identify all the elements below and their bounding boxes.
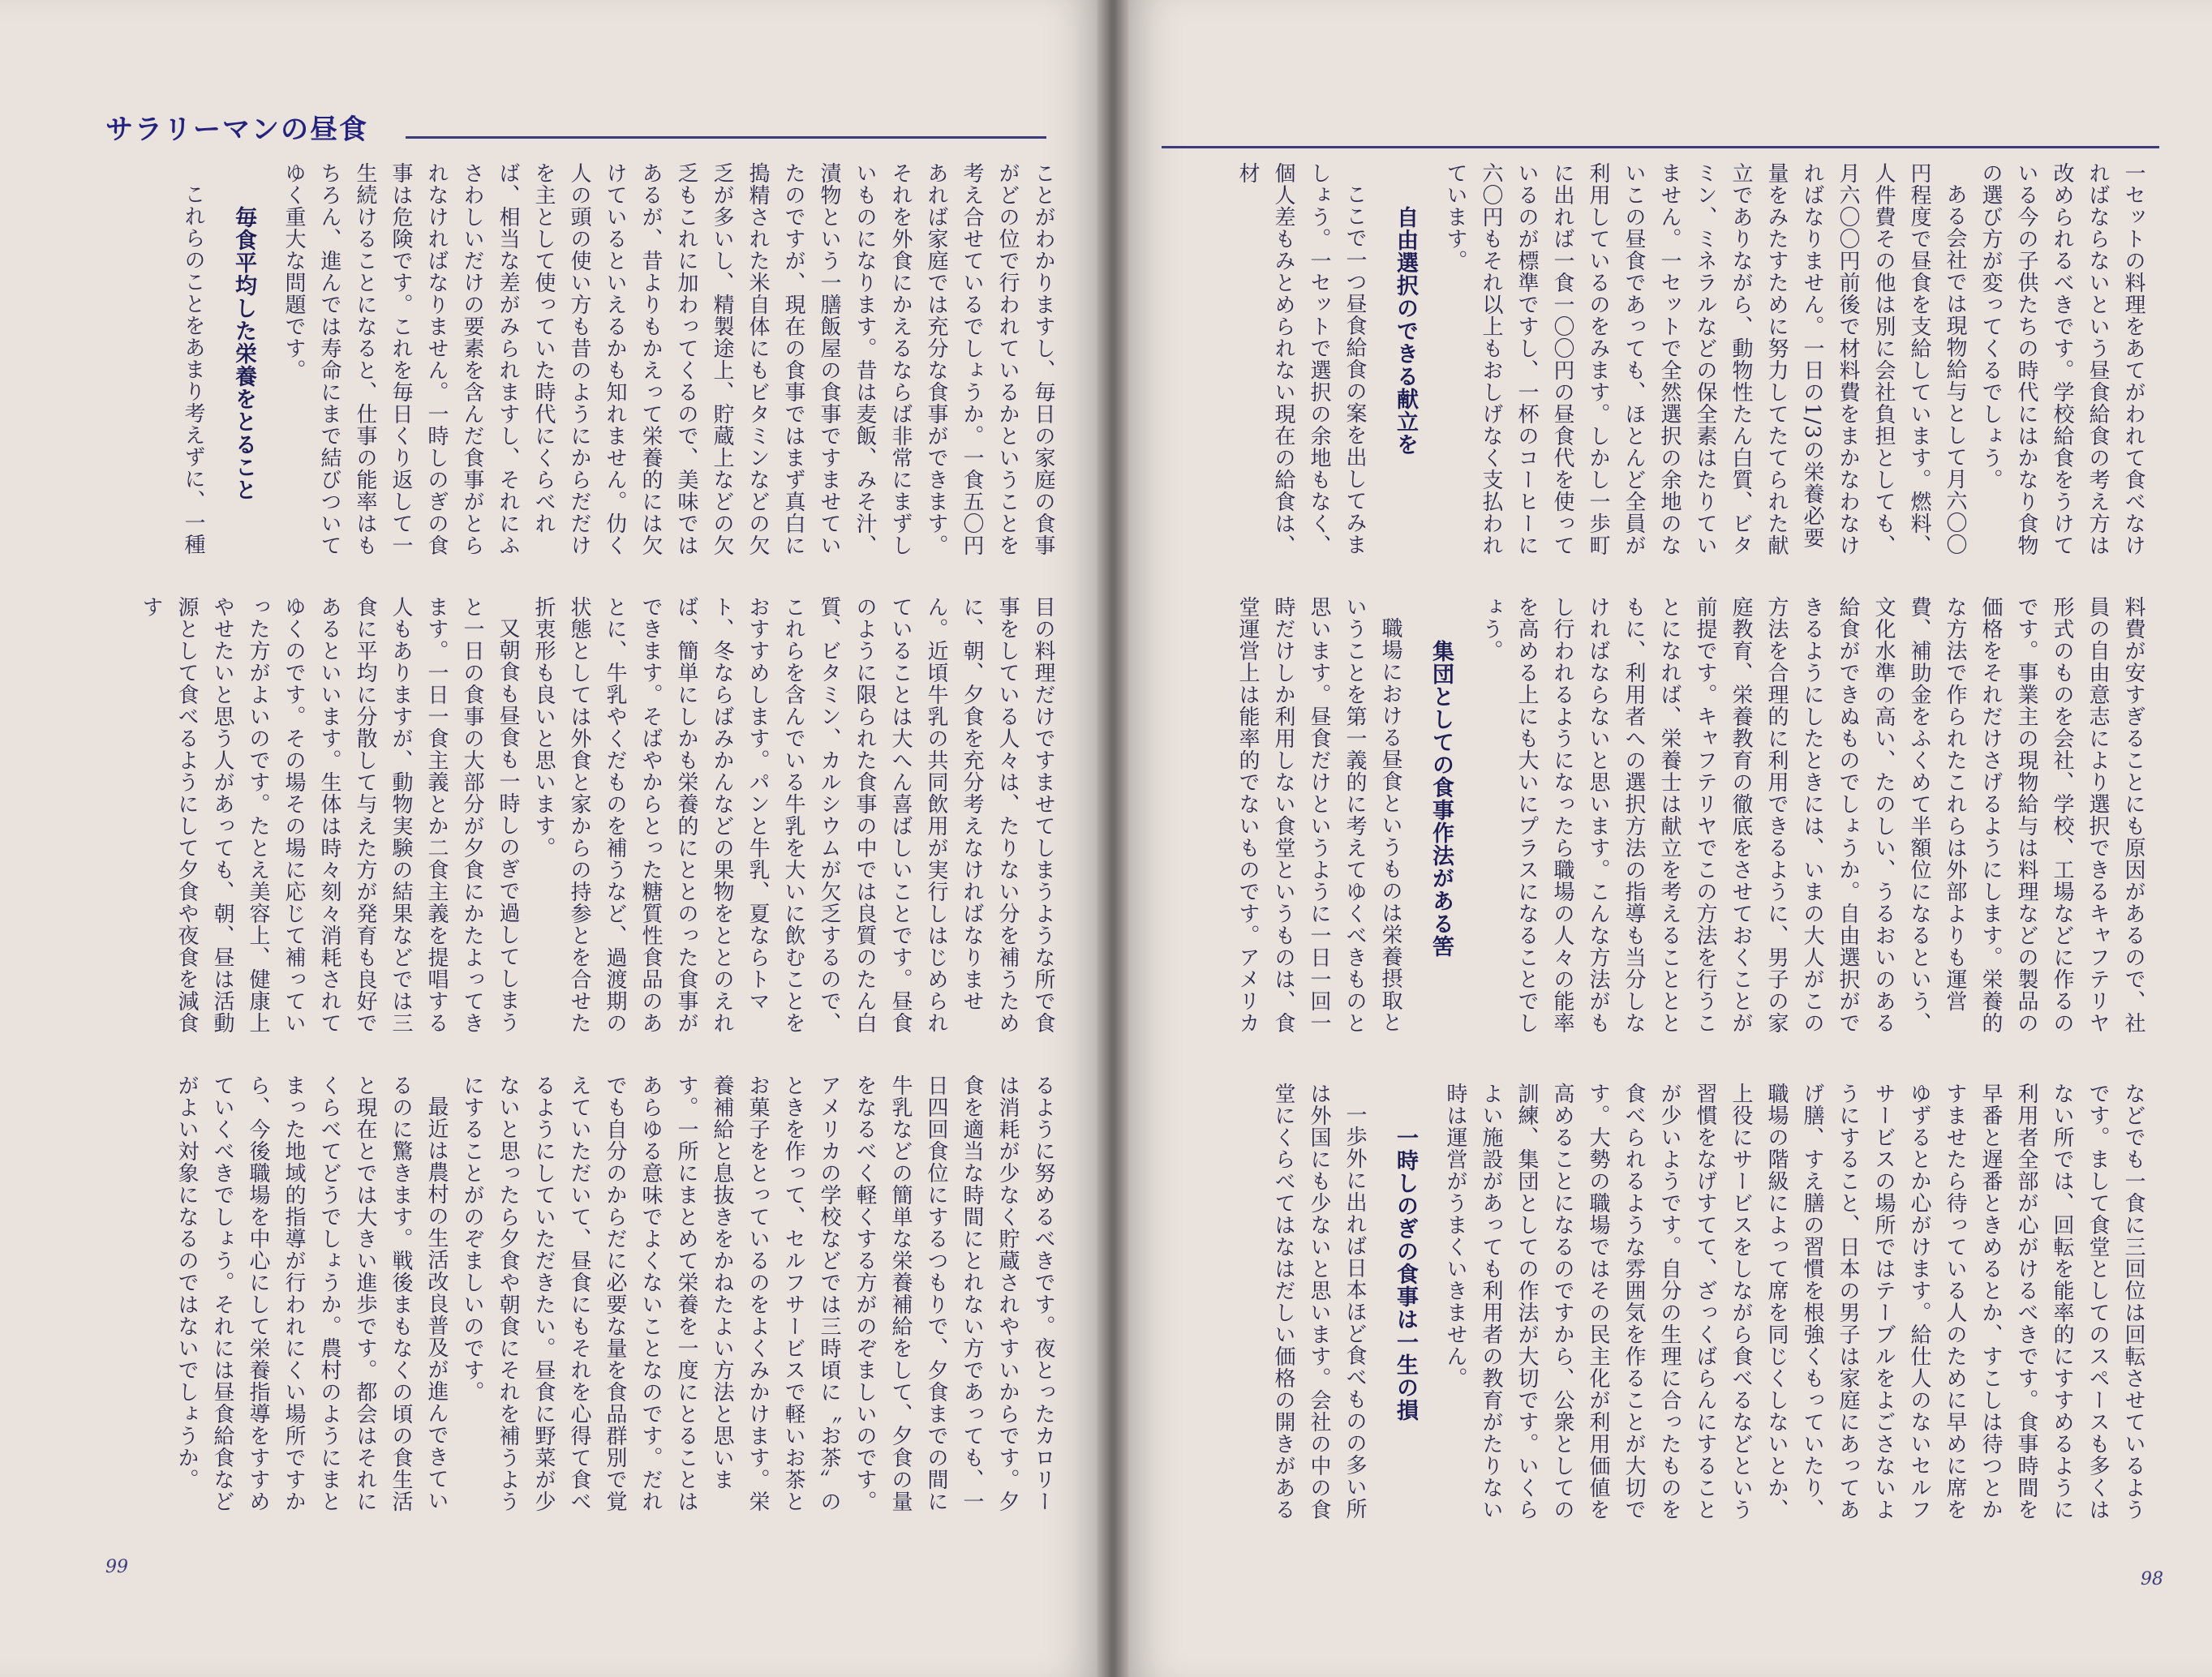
paragraph: ことがわかりますし、毎日の家庭の食事がどの位で行われているかということを考え合せているでしょうか。一食五〇円あれば家庭では充分な食事ができます。それを外食にかえるならば非常にまずしいものになります。昔は麦飯、みそ汁、漬物という一膳飯屋の食事ですませていたのですが、現在の食事ではまず真白に搗精された米自体にもビタミンなどの欠乏が多いし、精製途上、貯蔵上などの欠乏もこれに加わってくるので、美味ではあるが、昔よりもかえって栄養的には欠けているといえるかも知れません。仂く人の頭の使い方も昔のようにからだだけを主として使っていた時代にくらべれば、相当な差がみられますし、それにふさわしいだけの要素を含んだ食事がとられなければなりません。一時しのぎの食事は危険です。これを毎日くり返して一生続けることになると、仕事の能率はもちろん、進んでは寿命にまで結びついてゆく重大な問題です。 — [281, 162, 1055, 556]
paragraph: これらのことをあまり考えずに、一種 — [181, 183, 205, 555]
right-page — [1113, 0, 2212, 1677]
paragraph: 目の料理だけですませてしまうような所で食事をしている人々は、たりない分を補うために、朝、夕食を充分考えなければなりません。近頃牛乳の共同飲用が実行しはじめられていることは大へん喜ばしいことです。昼食のように限られた食事の中では良質のたん白質、ビタミン、カルシウムが欠乏するので、これらを含んでいる牛乳を大いに飲むことをおすすめします。パンと牛乳、夏ならトマト、冬ならばみかんなどの果物をととのえれば、簡単にしかも栄養的にととのった食事ができます。そばやからとった糖質性食品のあとに、牛乳やくだものを補うなど、過渡期の状態としては外食と家からの持参とを合せた折衷形も良いと思います。 — [531, 596, 1055, 1034]
book-gutter — [1097, 0, 1129, 1677]
section-heading: 毎食平均した栄養をとること — [231, 206, 256, 501]
right-top-tier — [1231, 162, 2151, 560]
paragraph: ここで一つ昼食給食の案を出してみましょう。一セットで選択の余地もなく、個人差もみとめられない現在の給食は、材 — [1235, 162, 1367, 556]
paragraph: 料費が安すぎることにも原因があるので、社員の自由意志により選択できるキャフテリヤ形式のものを会社、学校、工場などに作るのです。事業主の現物給与は料理などの製品の価格をそれだけさげるようにします。栄養的な方法で作られたこれらは外部よりも運営費、補助金をふくめて半額位になるという、文化水準の高い、たのしい、うるおいのある給食ができぬものでしょうか。自由選択ができるようにしたときには、いまの大人がこの方法を合理的に利用できるように、男子の家庭教育、栄養教育の徹底をさせておくことが前提です。キャフテリヤでこの方法を行うことになれば、栄養士は献立を考えることとともに、利用者への選択方法の指導も当分しなければならないと思います。こんな方法がもし行われるようになったら職場の人々の能率を高める上にも大いにプラスになることでしょう。 — [1479, 596, 2145, 1034]
paragraph: 又朝食も昼食も一時しのぎで過してしまうと一日の食事の大部分が夕食にかたよってきます。一日一食主義とか二食主義を提唱する人もありますが、動物実験の結果などでは三食に平均に分散して与えた方が発育も良好であるといいます。生体は時々刻々消耗されてゆくのです。その場その場に応じて補っていった方がよいのです。たとえ美容上、健康上やせたいと思う人があっても、朝、昼は活動源として食べるようにして夕食や夜食を減食す — [139, 596, 520, 1034]
page-header-title: サラリーマンの昼食 — [105, 114, 368, 146]
page-number: 99 — [105, 1557, 128, 1577]
section-heading: 自由選択のできる献立を — [1393, 206, 1418, 456]
paragraph: 一歩外に出れば日本ほど食べものの多い所は外国にも少ないと思います。会社の中の食堂にくらべてはなはだしい価格の開きがある — [1271, 1083, 1367, 1520]
header-rule — [1162, 146, 2159, 148]
paragraph: などでも一食に三回位は回転させているようです。まして食堂としてのスペースも多くはない所では、回転を能率的にすすめるように利用者全部が心がけるべきです。食事時間を早番と遅番ときめるとか、すこしは待つとかすませたら待っている人のために早めに席をゆずるとか心がけます。給仕人のないセルフサービスの場所ではテーブルをよごさないようにすること、日本の男子は家庭にあってあげ膳、すえ膳の習慣を根強くもっていたり、職場の階級によって席を同じくしないとか、上役にサービスをしながら食べるなどという習慣をなげすてて、ざっくばらんにすることが少いようです。自分の生理に合ったものを食べられるような雰囲気を作ることが大切です。大勢の職場ではその民主化が利用価値を高めることになるのですから、公衆としての訓練、集団としての作法が大切です。いくらよい施設があっても利用者の教育がたりない時は運営がうまくいきません。 — [1443, 1083, 2145, 1520]
paragraph: るように努めるべきです。夜とったカロリーは消耗が少なく貯蔵されやすいからです。夕食を適当な時間にとれない方であっても、一日四回食位にするつもりで、夕食までの間に牛乳などの簡単な栄養補給をして、夕食の量をなるべく軽くする方がのぞましいのです。アメリカの学校などでは三時頃に〝お茶〟のときを作って、セルフサービスで軽いお茶とお菓子をとっているのをよくみかけます。栄養補給と息抜きをかねたよい方法と思います。一所にまとめて栄養を一度にとることはあらゆる意味でよくないことなのです。だれでも自分のからだに必要な量を食品群別で覚えていただいて、昼食にもそれを心得て食べるようにしていただきたい。昼食に野菜が少ないと思ったら夕食や朝食にそれを補うようにすることがのぞましいのです。 — [460, 1074, 1055, 1512]
left-middle-tier — [139, 596, 1061, 1038]
right-middle-tier — [1231, 596, 2151, 1050]
left-bottom-tier — [144, 1074, 1061, 1529]
paragraph: ある会社では現物給与として月六〇〇円程度で昼食を支給しています。燃料、人件費その他は別に会社負担としても、月六〇〇円前後で材料費をまかなわなければなりません。一日の1/3の栄養必要量をみたすために努力してたてられた献立でありながら、動物性たん白質、ビタミン、ミネラルなどの保全素はたりていません。一セットで全然選択の余地のないこの昼食であっても、ほとんど全員が利用しているのをみます。しかし一歩町に出れば一食一〇〇円の昼食代を使っているのが標準ですし、一杯のコーヒーに六〇円もそれ以上もおしげなく支払われています。 — [1443, 162, 1967, 556]
section-heading: 集団としての食事作法がある筈 — [1428, 640, 1454, 958]
page-number: 98 — [2141, 1569, 2163, 1589]
left-top-tier — [144, 162, 1061, 560]
paragraph: 職場における昼食というものは栄養摂取ということを第一義的に考えてゆくべきものと思います。昼食だけというように一日一回一時だけしか利用しない食堂というものは、食堂運営上は能率的でないものです。アメリカ — [1235, 596, 1402, 1034]
header-rule — [406, 136, 1046, 139]
paragraph: 一セットの料理をあてがわれて食べなければならないという昼食給食の考え方は改められるべきです。学校給食をうけている今の子供たちの時代にはかなり食物の選び方が変ってくるでしょう。 — [1978, 162, 2145, 556]
section-heading: 一時しのぎの食事は一生の損 — [1393, 1126, 1418, 1422]
paragraph: 最近は農村の生活改良普及が進んできているのに驚きます。戦後まもなくの頃の食生活と現在とでは大きい進歩です。都会はそれにくらべてどうでしょうか。農村のようにまとまった地域的指導が行われにくい場所ですから、今後職場を中心にして栄養指導をすすめていくべきでしょう。それには昼食給食などがよい対象になるのではないでしょうか。 — [174, 1074, 449, 1512]
right-bottom-tier — [1231, 1083, 2151, 1537]
